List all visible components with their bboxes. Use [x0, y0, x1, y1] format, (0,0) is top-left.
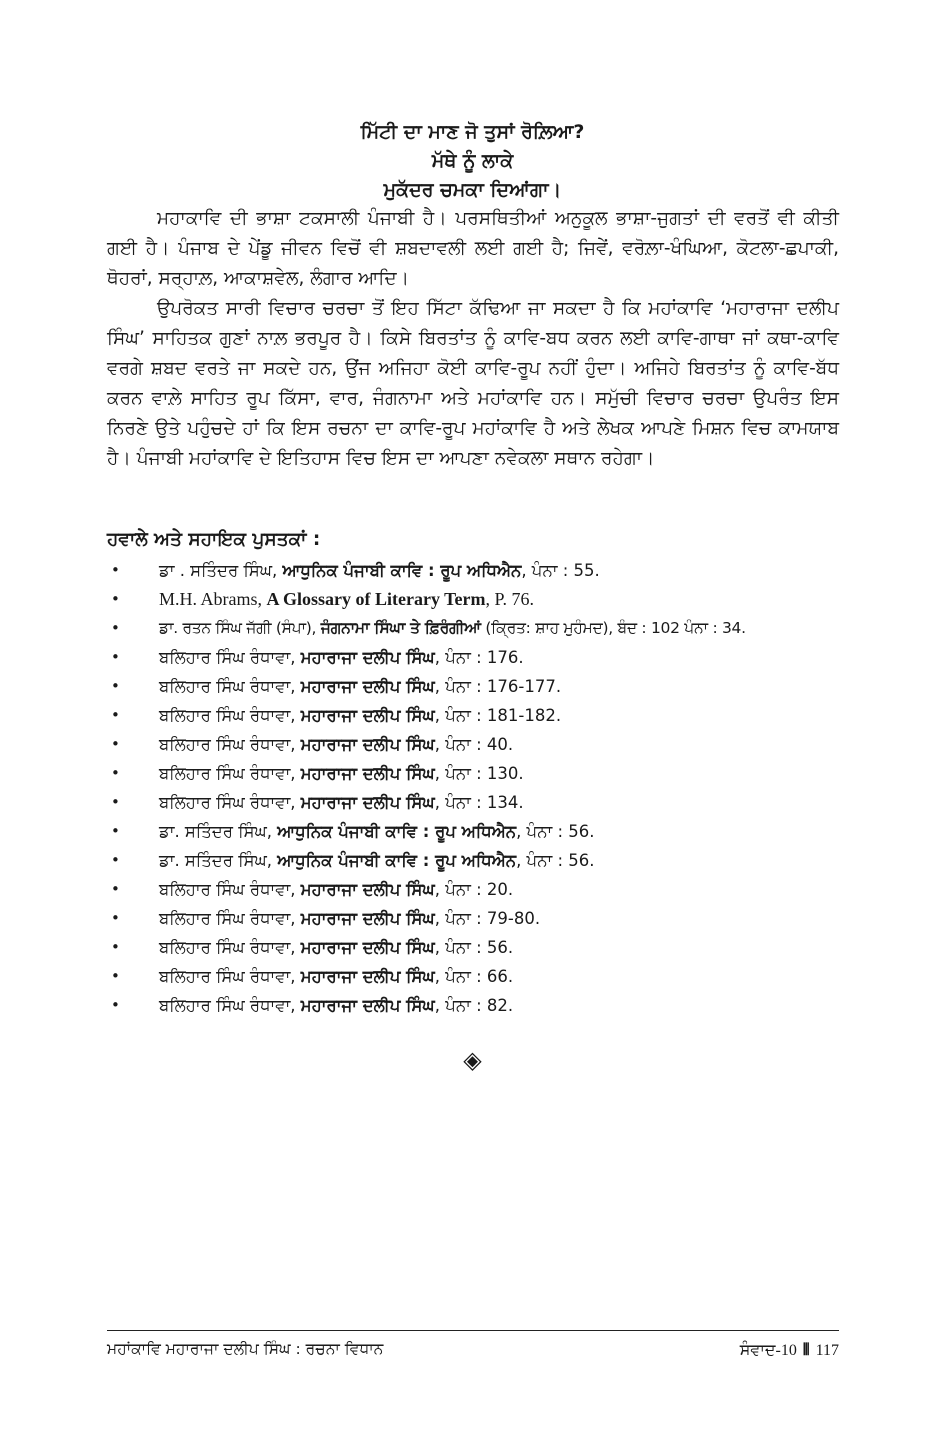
- bullet-icon: •: [111, 880, 120, 898]
- reference-title: ਮਹਾਰਾਜਾ ਦਲੀਪ ਸਿੰਘ: [300, 793, 435, 812]
- reference-item: [107, 962, 847, 991]
- reference-item: [107, 875, 847, 904]
- reference-item: [107, 904, 847, 933]
- reference-author: ਬਲਿਹਾਰ ਸਿੰਘ ਰੰਧਾਵਾ,: [159, 880, 301, 899]
- reference-author: ਬਲਿਹਾਰ ਸਿੰਘ ਰੰਧਾਵਾ,: [159, 706, 301, 725]
- reference-text: [159, 875, 513, 904]
- reference-title: ਮਹਾਰਾਜਾ ਦਲੀਪ ਸਿੰਘ: [300, 706, 435, 725]
- reference-text: [159, 672, 561, 701]
- bullet-icon: •: [111, 822, 120, 840]
- reference-text: [159, 991, 513, 1020]
- reference-page: , ਪੰਨਾ : 176.: [434, 648, 524, 667]
- reference-title: A Glossary of Literary Term: [266, 589, 486, 609]
- reference-author: ਬਲਿਹਾਰ ਸਿੰਘ ਰੰਧਾਵਾ,: [159, 938, 301, 957]
- reference-author: ਡਾ. ਸਤਿੰਦਰ ਸਿੰਘ,: [159, 851, 278, 870]
- reference-page: , ਪੰਨਾ : 176-177.: [434, 677, 562, 696]
- reference-text: [159, 556, 600, 585]
- verse-line: ਮੁਕੱਦਰ ਚਮਕਾ ਦਿਆਂਗਾ।: [383, 179, 562, 201]
- reference-text: [159, 817, 595, 846]
- verse-block: [0, 118, 945, 205]
- reference-title: ਆਧੁਨਿਕ ਪੰਜਾਬੀ ਕਾਵਿ : ਰੂਪ ਅਧਿਐਨ: [277, 822, 517, 841]
- reference-title: ਮਹਾਰਾਜਾ ਦਲੀਪ ਸਿੰਘ: [300, 648, 435, 667]
- reference-text: [159, 788, 524, 817]
- reference-author: ਬਲਿਹਾਰ ਸਿੰਘ ਰੰਧਾਵਾ,: [159, 677, 301, 696]
- reference-text: [159, 701, 561, 730]
- reference-text: [159, 933, 513, 962]
- bullet-icon: •: [111, 561, 120, 579]
- reference-text: [159, 759, 524, 788]
- reference-item: [107, 614, 847, 643]
- reference-author: ਡਾ. ਰਤਨ ਸਿੰਘ ਜੱਗੀ (ਸੰਪਾ),: [159, 619, 321, 637]
- bullet-icon: •: [111, 677, 120, 695]
- reference-item: [107, 991, 847, 1020]
- bullet-icon: •: [111, 735, 120, 753]
- reference-item: [107, 585, 847, 614]
- reference-title: ਆਧੁਨਿਕ ਪੰਜਾਬੀ ਕਾਵਿ : ਰੂਪ ਅਧਿਐਨ: [277, 851, 517, 870]
- reference-item: [107, 556, 847, 585]
- reference-title: ਜੰਗਨਾਮਾ ਸਿੰਘਾ ਤੇ ਫ਼ਿਰੰਗੀਆਂ: [320, 619, 481, 637]
- reference-page: , ਪੰਨਾ : 181-182.: [434, 706, 562, 725]
- reference-title: ਮਹਾਰਾਜਾ ਦਲੀਪ ਸਿੰਘ: [300, 967, 435, 986]
- running-footer-title: ਮਹਾਂਕਾਵਿ ਮਹਾਰਾਜਾ ਦਲੀਪ ਸਿੰਘ : ਰਚਨਾ ਵਿਧਾਨ: [107, 1340, 384, 1358]
- reference-title: ਮਹਾਰਾਜਾ ਦਲੀਪ ਸਿੰਘ: [300, 764, 435, 783]
- bullet-icon: •: [111, 909, 120, 927]
- reference-author: ਬਲਿਹਾਰ ਸਿੰਘ ਰੰਧਾਵਾ,: [159, 735, 301, 754]
- reference-item: [107, 730, 847, 759]
- reference-text: [159, 904, 540, 933]
- bullet-icon: •: [111, 590, 120, 608]
- reference-item: [107, 759, 847, 788]
- reference-title: ਮਹਾਰਾਜਾ ਦਲੀਪ ਸਿੰਘ: [300, 938, 435, 957]
- reference-author: ਬਲਿਹਾਰ ਸਿੰਘ ਰੰਧਾਵਾ,: [159, 909, 301, 928]
- reference-text: [159, 962, 513, 991]
- reference-title: ਮਹਾਰਾਜਾ ਦਲੀਪ ਸਿੰਘ: [300, 880, 435, 899]
- reference-text: [159, 614, 746, 643]
- references-list: [107, 556, 847, 1020]
- bullet-icon: •: [111, 619, 120, 637]
- bullet-icon: •: [111, 706, 120, 724]
- reference-page: , P. 76.: [485, 589, 534, 609]
- reference-page: , ਪੰਨਾ : 40.: [434, 735, 514, 754]
- verse-line: ਮਿੱਟੀ ਦਾ ਮਾਣ ਜੋ ਤੁਸਾਂ ਰੋਲ਼ਿਆ?: [360, 121, 585, 143]
- reference-page: , ਪੰਨਾ : 55.: [521, 561, 600, 580]
- reference-item: [107, 701, 847, 730]
- reference-item: [107, 643, 847, 672]
- reference-author: ਬਲਿਹਾਰ ਸਿੰਘ ਰੰਧਾਵਾ,: [159, 764, 301, 783]
- reference-title: ਮਹਾਰਾਜਾ ਦਲੀਪ ਸਿੰਘ: [300, 996, 435, 1015]
- reference-page: , ਪੰਨਾ : 56.: [516, 851, 595, 870]
- reference-page: , ਪੰਨਾ : 130.: [434, 764, 524, 783]
- reference-author: ਬਲਿਹਾਰ ਸਿੰਘ ਰੰਧਾਵਾ,: [159, 996, 301, 1015]
- reference-text: [159, 643, 524, 672]
- footer-page-info: [740, 1338, 839, 1364]
- reference-item: [107, 933, 847, 962]
- reference-page: , ਪੰਨਾ : 56.: [516, 822, 595, 841]
- reference-text: [159, 730, 513, 759]
- reference-page: , ਪੰਨਾ : 82.: [434, 996, 514, 1015]
- diamond-ornament-icon: ◈: [463, 1046, 482, 1074]
- reference-item: [107, 788, 847, 817]
- reference-text: [159, 585, 534, 614]
- reference-title: ਮਹਾਰਾਜਾ ਦਲੀਪ ਸਿੰਘ: [300, 909, 435, 928]
- reference-author: ਬਲਿਹਾਰ ਸਿੰਘ ਰੰਧਾਵਾ,: [159, 648, 301, 667]
- reference-author: M.H. Abrams,: [159, 589, 267, 609]
- separator-icon: ⫴: [802, 1342, 810, 1359]
- reference-author: ਡਾ . ਸਤਿੰਦਰ ਸਿੰਘ,: [159, 561, 283, 580]
- reference-author: ਬਲਿਹਾਰ ਸਿੰਘ ਰੰਧਾਵਾ,: [159, 793, 301, 812]
- reference-author: ਡਾ. ਸਤਿੰਦਰ ਸਿੰਘ,: [159, 822, 278, 841]
- verse-line: ਮੱਥੇ ਨੂੰ ਲਾਕੇ: [431, 150, 514, 172]
- bullet-icon: •: [111, 851, 120, 869]
- reference-item: [107, 672, 847, 701]
- reference-page: , ਪੰਨਾ : 66.: [434, 967, 514, 986]
- reference-text: [159, 846, 595, 875]
- reference-page: , ਪੰਨਾ : 134.: [434, 793, 524, 812]
- bullet-icon: •: [111, 967, 120, 985]
- bullet-icon: •: [111, 996, 120, 1014]
- reference-page: , ਪੰਨਾ : 20.: [434, 880, 514, 899]
- bullet-icon: •: [111, 764, 120, 782]
- reference-page: (ਕ੍ਰਿਤ: ਸ਼ਾਹ ਮੁਹੰਮਦ), ਬੰਦ : 102 ਪੰਨਾ : 34.: [480, 619, 746, 637]
- bullet-icon: •: [111, 648, 120, 666]
- body-paragraph: ਮਹਾਕਾਵਿ ਦੀ ਭਾਸ਼ਾ ਟਕਸਾਲੀ ਪੰਜਾਬੀ ਹੈ। ਪਰਸਥਿਤੀਆਂ ਅਨੁਕੂਲ ਭਾਸ਼ਾ-ਜੁਗਤਾਂ ਦੀ ਵਰਤੋਂ ਵੀ ਕੀਤੀ ਗਈ ਹੈ। ਪੰਜਾਬ ਦੇ ਪੇਂਡੂ ਜੀਵਨ ਵਿਚੋਂ ਵੀ ਸ਼ਬਦਾਵਲੀ ਲਈ ਗਈ ਹੈ; ਜਿਵੇਂ, ਵਰੋਲ਼ਾ-ਖੰਘਿਆ, ਕੋਟਲਾ-ਛਪਾਕੀ, ਥੋਹਰਾਂ, ਸਰ੍ਹਾਲ਼, ਆਕਾਸ਼ਵੇਲ, ਲੰਗਾਰ ਆਦਿ।: [107, 208, 839, 289]
- reference-item: [107, 817, 847, 846]
- reference-page: , ਪੰਨਾ : 79-80.: [434, 909, 541, 928]
- references-heading: ਹਵਾਲੇ ਅਤੇ ਸਹਾਇਕ ਪੁਸਤਕਾਂ :: [107, 529, 321, 550]
- reference-title: ਮਹਾਰਾਜਾ ਦਲੀਪ ਸਿੰਘ: [300, 677, 435, 696]
- page-number: 117: [815, 1342, 839, 1359]
- footer-divider: [107, 1330, 839, 1331]
- body-text: [107, 204, 839, 474]
- journal-name: ਸੰਵਾਦ-10: [739, 1342, 797, 1359]
- body-paragraph: ਉਪਰੋਕਤ ਸਾਰੀ ਵਿਚਾਰ ਚਰਚਾ ਤੋਂ ਇਹ ਸਿੱਟਾ ਕੱਢਿਆ ਜਾ ਸਕਦਾ ਹੈ ਕਿ ਮਹਾਂਕਾਵਿ ‘ਮਹਾਰਾਜਾ ਦਲੀਪ ਸਿੰਘ’ ਸਾਹਿਤਕ ਗੁਣਾਂ ਨਾਲ਼ ਭਰਪੂਰ ਹੈ। ਕਿਸੇ ਬਿਰਤਾਂਤ ਨੂੰ ਕਾਵਿ-ਬਧ ਕਰਨ ਲਈ ਕਾਵਿ-ਗਾਥਾ ਜਾਂ ਕਥਾ-ਕਾਵਿ ਵਰਗੇ ਸ਼ਬਦ ਵਰਤੇ ਜਾ ਸਕਦੇ ਹਨ, ਉਂਜ ਅਜਿਹਾ ਕੋਈ ਕਾਵਿ-ਰੂਪ ਨਹੀਂ ਹੁੰਦਾ। ਅਜਿਹੇ ਬਿਰਤਾਂਤ ਨੂੰ ਕਾਵਿ-ਬੱਧ ਕਰਨ ਵਾਲ਼ੇ ਸਾਹਿਤ ਰੂਪ ਕਿੱਸਾ, ਵਾਰ, ਜੰਗਨਾਮਾ ਅਤੇ ਮਹਾਂਕਾਵਿ ਹਨ। ਸਮੁੱਚੀ ਵਿਚਾਰ ਚਰਚਾ ਉਪਰੰਤ ਇਸ ਨਿਰਣੇ ਉਤੇ ਪਹੁੰਚਦੇ ਹਾਂ ਕਿ ਇਸ ਰਚਨਾ ਦਾ ਕਾਵਿ-ਰੂਪ ਮਹਾਂਕਾਵਿ ਹੈ ਅਤੇ ਲੇਖਕ ਆਪਣੇ ਮਿਸ਼ਨ ਵਿਚ ਕਾਮਯਾਬ ਹੈ। ਪੰਜਾਬੀ ਮਹਾਂਕਾਵਿ ਦੇ ਇਤਿਹਾਸ ਵਿਚ ਇਸ ਦਾ ਆਪਣਾ ਨਵੇਕਲਾ ਸਥਾਨ ਰਹੇਗਾ।: [107, 298, 839, 469]
- bullet-icon: •: [111, 938, 120, 956]
- reference-title: ਮਹਾਰਾਜਾ ਦਲੀਪ ਸਿੰਘ: [300, 735, 435, 754]
- reference-author: ਬਲਿਹਾਰ ਸਿੰਘ ਰੰਧਾਵਾ,: [159, 967, 301, 986]
- reference-page: , ਪੰਨਾ : 56.: [434, 938, 514, 957]
- reference-item: [107, 846, 847, 875]
- reference-title: ਆਧੁਨਿਕ ਪੰਜਾਬੀ ਕਾਵਿ : ਰੂਪ ਅਧਿਐਨ: [282, 561, 522, 580]
- bullet-icon: •: [111, 793, 120, 811]
